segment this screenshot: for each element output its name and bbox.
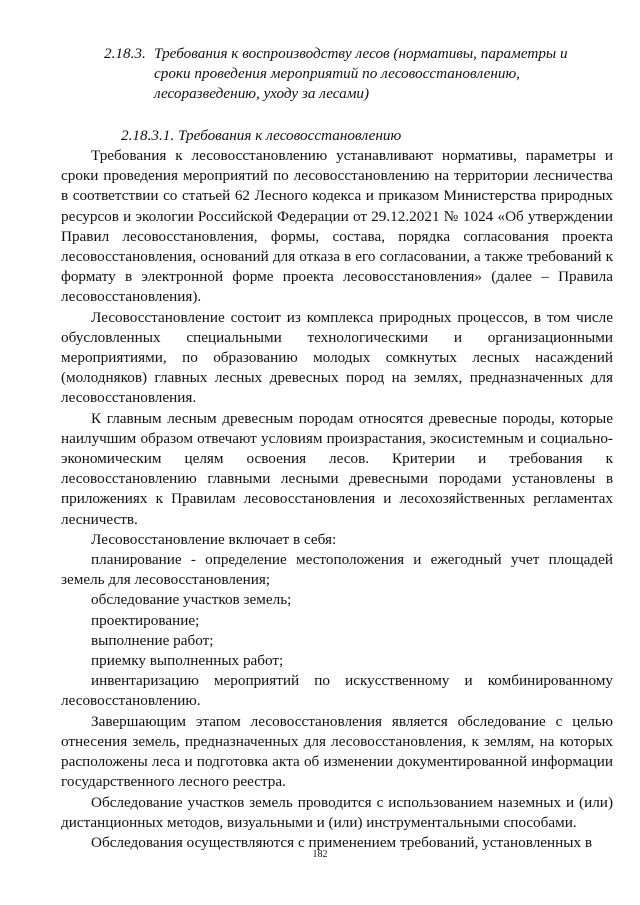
list-item-planning: планирование - определение местоположения и ежегодный учет площадей земель для лесовосстановления; [61, 551, 613, 589]
section-heading [104, 44, 604, 104]
list-item-design: проектирование; [91, 611, 200, 629]
list-item-execution: выполнение работ; [91, 631, 214, 649]
paragraph-survey-requirements: Обследования осуществляются с применением требований, установленных в [91, 833, 593, 851]
paragraph-includes: Лесовосстановление включает в себя: [91, 530, 337, 548]
list-item-survey: обследование участков земель; [91, 591, 292, 609]
paragraph-requirements-intro: Требования к лесовосстановлению устанавливают нормативы, параметры и сроки проведения мероприятий по лесовосстановлению на территории лесничества в соответствии со статьей 62 Лесного кодекса и приказом Министерства природных ресурсов и экологии Российской Федерации от 29.12.2021 № 1024 «Об утверждении Правил лесовосстановления, формы, состава, порядка согласования проекта лесовосстановления, оснований для отказа в его согласовании, а также требований к формату в электронной форме проекта лесовосстановления» (далее – Правила лесовосстановления). [61, 147, 613, 306]
paragraph-main-species: К главным лесным древесным породам относятся древесные породы, которые наилучшим образом отвечают условиям произрастания, экосистемным и социально-экономическим целям освоения лесов. Критерии и требования к лесовосстановлению главными лесными древесными породами установлены в приложениях к Правилам лесовосстановления и лесохозяйственных регламентах лесничеств. [61, 409, 613, 528]
subsection-heading: 2.18.3.1. Требования к лесовосстановлению [121, 127, 402, 144]
paragraph-survey-methods: Обследование участков земель проводится с использованием наземных и (или) дистанционных методов, визуальными и (или) инструментальными способами. [61, 793, 613, 831]
paragraph-reforestation-definition: Лесовосстановление состоит из комплекса природных процессов, в том числе обусловленных специальными технологическими и организационными мероприятиями, по образованию молодых сомкнутых лесных насаждений (молодняков) главных лесных древесных пород на землях, предназначенных для лесовосстановления. [61, 308, 613, 407]
page-number: 182 [312, 849, 328, 860]
list-item-acceptance: приемку выполненных работ; [91, 652, 284, 670]
body-text [61, 146, 613, 853]
section-title: Требования к воспроизводству лесов (нормативы, параметры и сроки проведения мероприятий по лесовосстановлению, лесоразведению, уходу за лесами) [154, 45, 568, 102]
section-number: 2.18.3. [104, 45, 146, 62]
paragraph-final-stage: Завершающим этапом лесовосстановления является обследование с целью отнесения земель, предназначенных для лесовосстановления, к землям, на которых расположены леса и подготовка акта об изменении документированной информации государственного лесного реестра. [61, 712, 613, 791]
list-item-inventory: инвентаризацию мероприятий по искусственному и комбинированному лесовосстановлению. [61, 672, 613, 710]
